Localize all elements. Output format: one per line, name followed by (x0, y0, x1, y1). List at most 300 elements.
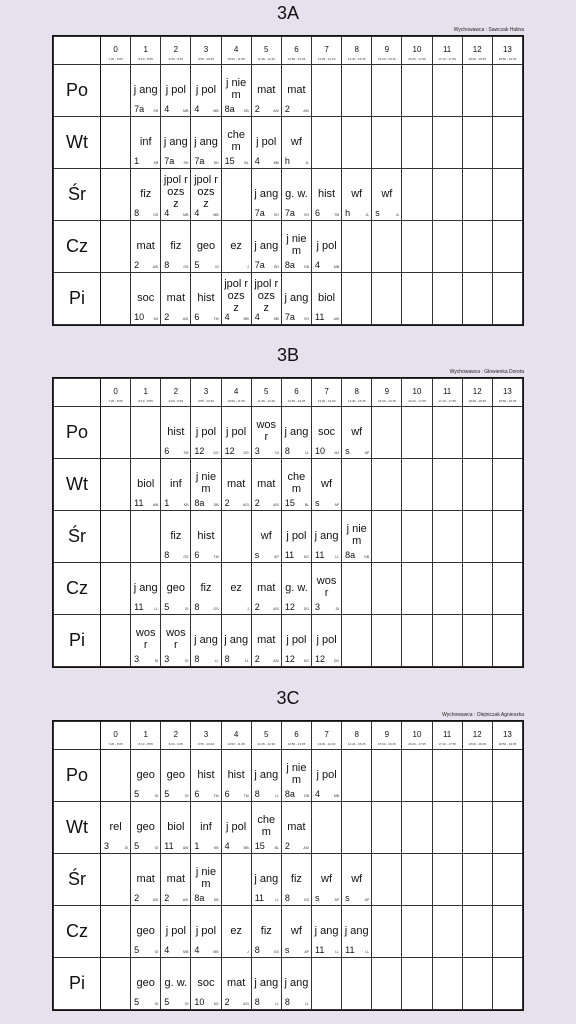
lesson-cell[interactable] (251, 169, 281, 221)
lesson-cell[interactable] (191, 169, 221, 221)
lesson-teacher: LL (154, 607, 159, 611)
lesson-subject: j ang (133, 83, 158, 96)
lesson-teacher: AW (152, 503, 159, 507)
lesson-cell[interactable] (311, 273, 341, 325)
empty-cell (492, 750, 522, 802)
lesson-cell[interactable] (221, 958, 251, 1010)
lesson-room: 8 (164, 550, 170, 560)
lesson-teacher: GI (184, 794, 189, 798)
lesson-subject: j nie m (286, 761, 307, 786)
lesson-room: 4 (164, 208, 170, 218)
empty-cell (131, 511, 161, 563)
lesson-teacher: GS (183, 555, 189, 559)
lesson-teacher: ASI (303, 109, 309, 113)
lesson-cell[interactable] (342, 906, 372, 958)
day-label: Śr (54, 854, 101, 906)
lesson-room: 7a (254, 208, 265, 218)
lesson-subject: soc (137, 291, 155, 304)
lesson-cell[interactable] (161, 615, 191, 667)
period-time: 8:10 - 8:55 (138, 399, 153, 403)
lesson-cell[interactable] (251, 615, 281, 667)
day-row (54, 407, 523, 459)
lesson-cell[interactable] (131, 221, 161, 273)
lesson-subject: rel (109, 820, 122, 833)
lesson-room: 2 (134, 260, 140, 270)
day-row (54, 117, 523, 169)
lesson-cell[interactable] (131, 273, 161, 325)
period-time: 9:55 - 10:40 (197, 57, 214, 61)
lesson-cell[interactable] (251, 906, 281, 958)
lesson-cell[interactable] (281, 854, 311, 906)
lesson-cell[interactable] (131, 65, 161, 117)
empty-cell (101, 273, 131, 325)
lesson-teacher: JL (365, 213, 370, 217)
lesson-cell[interactable] (281, 169, 311, 221)
lesson-cell[interactable] (191, 563, 221, 615)
lesson-subject: j ang (254, 187, 279, 200)
empty-cell (342, 563, 372, 615)
period-time: 15:30 - 16:15 (377, 57, 396, 61)
lesson-cell[interactable] (131, 563, 161, 615)
period-time: 12:50 - 13:35 (287, 399, 306, 403)
lesson-cell[interactable] (311, 854, 341, 906)
lesson-cell[interactable] (281, 802, 311, 854)
lesson-cell[interactable] (191, 117, 221, 169)
lesson-cell[interactable] (251, 563, 281, 615)
period-number: 12 (472, 387, 482, 396)
lesson-cell[interactable] (131, 750, 161, 802)
lesson-teacher: LL (274, 794, 279, 798)
lesson-cell[interactable] (311, 511, 341, 563)
lesson-room: 2 (254, 104, 260, 114)
lesson-cell[interactable] (311, 221, 341, 273)
lesson-cell[interactable] (191, 615, 221, 667)
day-label: Cz (54, 221, 101, 273)
lesson-teacher: DI (184, 659, 189, 663)
empty-cell (342, 615, 372, 667)
lesson-cell[interactable] (161, 958, 191, 1010)
period-time: 15:30 - 16:15 (377, 399, 396, 403)
lesson-cell[interactable] (191, 407, 221, 459)
lesson-teacher: GS (153, 213, 159, 217)
lesson-cell[interactable] (161, 169, 191, 221)
lesson-cell[interactable] (221, 459, 251, 511)
lesson-cell[interactable] (251, 221, 281, 273)
period-header (281, 379, 311, 407)
lesson-subject: hist (197, 529, 215, 542)
day-row (54, 563, 523, 615)
lesson-subject: g. w. (285, 581, 308, 594)
lesson-cell[interactable] (221, 65, 251, 117)
period-number: 4 (233, 730, 239, 739)
lesson-cell[interactable] (311, 459, 341, 511)
empty-cell (462, 854, 492, 906)
lesson-teacher: GS (183, 265, 189, 269)
lesson-room: 11 (314, 945, 325, 955)
lesson-teacher: ASI (273, 503, 279, 507)
lesson-cell[interactable] (161, 117, 191, 169)
period-number: 7 (324, 387, 329, 396)
empty-cell (221, 169, 251, 221)
lesson-cell[interactable] (161, 221, 191, 273)
lesson-teacher: AP (304, 950, 309, 954)
empty-cell (101, 169, 131, 221)
lesson-teacher: DI (154, 659, 159, 663)
period-header (161, 722, 191, 750)
lesson-cell[interactable] (191, 854, 221, 906)
period-header (342, 722, 372, 750)
lesson-cell[interactable] (251, 511, 281, 563)
lesson-cell[interactable] (311, 407, 341, 459)
lesson-teacher: MB (243, 317, 249, 321)
lesson-cell[interactable] (251, 459, 281, 511)
lesson-room: 3 (164, 654, 170, 664)
lesson-cell[interactable] (131, 802, 161, 854)
lesson-teacher: MB (273, 317, 279, 321)
lesson-teacher: SH (213, 161, 219, 165)
empty-cell (372, 117, 402, 169)
lesson-cell[interactable] (281, 407, 311, 459)
period-time: 18:00 - 18:45 (468, 742, 487, 746)
empty-cell (402, 511, 432, 563)
lesson-room: 8 (194, 654, 200, 664)
lesson-cell[interactable] (131, 169, 161, 221)
empty-cell (432, 906, 462, 958)
lesson-room: 8a (224, 104, 235, 114)
lesson-subject: mat (257, 477, 276, 490)
lesson-room: 12 (194, 446, 205, 456)
class-title: 3C (276, 688, 300, 708)
lesson-room: 1 (194, 841, 200, 851)
period-number: 8 (354, 730, 359, 739)
period-time: 18:00 - 18:45 (468, 399, 487, 403)
lesson-teacher: BL (274, 846, 279, 850)
header-corner (54, 722, 101, 750)
period-number: 9 (384, 730, 390, 739)
period-header (462, 379, 492, 407)
lesson-teacher: GS (273, 950, 279, 954)
lesson-cell[interactable] (281, 906, 311, 958)
lesson-cell[interactable] (191, 750, 221, 802)
lesson-cell[interactable] (161, 750, 191, 802)
lesson-cell[interactable] (251, 854, 281, 906)
period-header (161, 37, 191, 65)
lesson-subject: fiz (200, 581, 212, 594)
lesson-cell[interactable] (191, 511, 221, 563)
lesson-cell[interactable] (311, 615, 341, 667)
lesson-teacher: TM (213, 317, 219, 321)
timetable-table (53, 36, 523, 325)
class-title: 3A (276, 3, 300, 23)
empty-cell (372, 750, 402, 802)
lesson-teacher: MB (213, 950, 219, 954)
lesson-room: 2 (224, 498, 230, 508)
lesson-cell[interactable] (191, 65, 221, 117)
empty-cell (492, 169, 522, 221)
lesson-cell[interactable] (161, 407, 191, 459)
lesson-subject: j nie m (226, 76, 247, 101)
lesson-cell[interactable] (311, 563, 341, 615)
header-row (54, 722, 523, 750)
lesson-teacher: MB (333, 794, 340, 798)
empty-cell (432, 958, 462, 1010)
lesson-teacher: MB (213, 213, 219, 217)
lesson-room: 6 (314, 208, 320, 218)
empty-cell (101, 407, 131, 459)
lesson-cell[interactable] (251, 65, 281, 117)
period-time: 13:45 - 14:30 (317, 57, 336, 61)
day-label: Wt (54, 459, 101, 511)
period-number: 5 (264, 730, 269, 739)
period-number: 2 (173, 730, 179, 739)
lesson-cell[interactable] (131, 117, 161, 169)
lesson-room: 2 (284, 841, 290, 851)
lesson-cell[interactable] (311, 169, 341, 221)
lesson-cell[interactable] (342, 407, 372, 459)
lesson-room: h (284, 156, 290, 166)
lesson-teacher: DG (333, 659, 340, 663)
lesson-cell[interactable] (281, 563, 311, 615)
lesson-teacher: SH (153, 109, 159, 113)
lesson-room: 8 (254, 789, 260, 799)
period-header (462, 37, 492, 65)
lesson-teacher: LL (214, 659, 219, 663)
period-time: 10:50 - 11:35 (227, 742, 245, 746)
lesson-cell[interactable] (251, 958, 281, 1010)
period-time: 16:20 - 17:05 (408, 399, 426, 403)
period-time: 12:50 - 13:35 (287, 57, 306, 61)
empty-cell (101, 958, 131, 1010)
lesson-subject: fiz (260, 924, 272, 937)
lesson-cell[interactable] (131, 958, 161, 1010)
lesson-cell[interactable] (251, 407, 281, 459)
lesson-cell[interactable] (311, 750, 341, 802)
lesson-subject: mat (226, 976, 246, 989)
lesson-teacher: ASI (303, 846, 309, 850)
empty-cell (101, 511, 131, 563)
lesson-teacher: AW (182, 846, 189, 850)
lesson-subject: j ang (284, 976, 309, 989)
lesson-room: 2 (284, 104, 290, 114)
lesson-teacher: TM (243, 794, 249, 798)
empty-cell (492, 407, 522, 459)
lesson-cell[interactable] (161, 854, 191, 906)
lesson-cell[interactable] (221, 273, 251, 325)
lesson-cell[interactable] (131, 459, 161, 511)
lesson-cell[interactable] (221, 221, 251, 273)
lesson-cell[interactable] (372, 169, 402, 221)
lesson-cell[interactable] (161, 273, 191, 325)
lesson-room: 7a (284, 312, 295, 322)
lesson-teacher: GI (184, 607, 189, 611)
lesson-cell[interactable] (342, 169, 372, 221)
empty-cell (342, 958, 372, 1010)
empty-cell (372, 65, 402, 117)
lesson-subject: j pol (286, 529, 307, 542)
day-label: Pi (54, 615, 101, 667)
lesson-room: 15 (224, 156, 235, 166)
period-number: 1 (143, 387, 148, 396)
lesson-cell[interactable] (221, 906, 251, 958)
lesson-cell[interactable] (342, 854, 372, 906)
lesson-subject: mat (257, 83, 276, 96)
lesson-teacher: DI (275, 451, 279, 455)
lesson-teacher: AW (333, 317, 340, 321)
lesson-subject: g. w. (164, 976, 188, 989)
period-header (131, 37, 161, 65)
lesson-teacher: DG (303, 555, 309, 559)
lesson-cell[interactable] (342, 511, 372, 563)
lesson-teacher: ASI (182, 317, 189, 321)
lesson-room: 8 (284, 893, 290, 903)
lesson-teacher: MB (213, 109, 219, 113)
empty-cell (462, 958, 492, 1010)
lesson-teacher: LL (335, 555, 340, 559)
lesson-cell[interactable] (221, 615, 251, 667)
lesson-room: 8a (345, 550, 356, 560)
period-header (492, 37, 522, 65)
lesson-cell[interactable] (191, 958, 221, 1010)
empty-cell (402, 117, 432, 169)
lesson-room: 5 (134, 945, 140, 955)
lesson-teacher: AP (364, 451, 370, 455)
empty-cell (462, 459, 492, 511)
period-time: 17:10 - 17:55 (438, 399, 456, 403)
empty-cell (342, 802, 372, 854)
period-number: 0 (113, 387, 118, 396)
lesson-subject: inf (139, 135, 152, 148)
lesson-cell[interactable] (221, 407, 251, 459)
lesson-cell[interactable] (191, 273, 221, 325)
lesson-cell[interactable] (161, 906, 191, 958)
lesson-room: 8a (194, 893, 205, 903)
period-time: 10:50 - 11:35 (227, 57, 245, 61)
lesson-teacher: TM (183, 451, 189, 455)
empty-cell (101, 854, 131, 906)
empty-cell (462, 221, 492, 273)
lesson-teacher: MB (183, 213, 189, 217)
lesson-cell[interactable] (161, 563, 191, 615)
lesson-cell[interactable] (311, 906, 341, 958)
lesson-room: 12 (284, 602, 295, 612)
lesson-cell[interactable] (281, 511, 311, 563)
lesson-teacher: GS (303, 898, 309, 902)
lesson-cell[interactable] (191, 906, 221, 958)
lesson-teacher: MB (183, 950, 189, 954)
period-time: 14:40 - 15:25 (347, 399, 366, 403)
lesson-cell[interactable] (281, 615, 311, 667)
lesson-cell[interactable] (281, 459, 311, 511)
lesson-subject: hist (317, 187, 336, 200)
period-header (131, 722, 161, 750)
lesson-room: 12 (314, 654, 325, 664)
lesson-subject: j ang (344, 924, 369, 937)
empty-cell (492, 511, 522, 563)
class-tutor: Wychowawca : Sawczak Halina (453, 27, 524, 33)
empty-cell (101, 65, 131, 117)
lesson-subject: hist (197, 291, 215, 304)
period-header (342, 37, 372, 65)
lesson-cell[interactable] (281, 273, 311, 325)
period-number: 13 (502, 730, 512, 739)
lesson-cell[interactable] (221, 750, 251, 802)
lesson-room: 10 (194, 997, 205, 1007)
lesson-subject: biol (167, 820, 185, 833)
lesson-room: 11 (284, 550, 295, 560)
lesson-subject: j ang (254, 239, 279, 252)
empty-cell (342, 273, 372, 325)
lesson-subject: che m (257, 813, 276, 838)
lesson-cell[interactable] (251, 750, 281, 802)
lesson-cell[interactable] (251, 117, 281, 169)
lesson-cell[interactable] (131, 854, 161, 906)
period-time: 8:10 - 8:55 (138, 57, 153, 61)
lesson-subject: biol (317, 291, 336, 304)
lesson-teacher: J (246, 265, 249, 269)
lesson-cell[interactable] (281, 221, 311, 273)
lesson-cell[interactable] (281, 65, 311, 117)
timetable-grid (52, 35, 524, 326)
empty-cell (492, 65, 522, 117)
lesson-teacher: JL (305, 161, 309, 165)
lesson-room: 7a (254, 260, 265, 270)
lesson-cell[interactable] (281, 958, 311, 1010)
lesson-room: 7a (194, 156, 205, 166)
lesson-cell[interactable] (221, 117, 251, 169)
lesson-cell[interactable] (281, 750, 311, 802)
lesson-teacher: DB (364, 555, 370, 559)
lesson-teacher: DG (213, 451, 219, 455)
lesson-subject: soc (197, 976, 215, 989)
class-tutor: Wychowawca : Olejniczak Agnieszka (442, 712, 524, 718)
period-number: 7 (324, 730, 329, 739)
day-row (54, 854, 523, 906)
lesson-cell[interactable] (161, 459, 191, 511)
lesson-cell[interactable] (161, 802, 191, 854)
lesson-cell[interactable] (191, 459, 221, 511)
lesson-teacher: ASI (243, 1002, 249, 1006)
lesson-subject: ez (230, 924, 242, 937)
empty-cell (432, 854, 462, 906)
empty-cell (402, 459, 432, 511)
lesson-cell[interactable] (221, 802, 251, 854)
lesson-cell[interactable] (131, 615, 161, 667)
lesson-room: 8 (254, 997, 260, 1007)
period-header (101, 722, 131, 750)
lesson-cell[interactable] (161, 65, 191, 117)
lesson-cell[interactable] (221, 563, 251, 615)
empty-cell (311, 117, 341, 169)
period-header (462, 722, 492, 750)
lesson-room: 5 (164, 997, 170, 1007)
period-number: 6 (294, 730, 299, 739)
lesson-cell[interactable] (161, 511, 191, 563)
lesson-cell[interactable] (281, 117, 311, 169)
lesson-cell[interactable] (251, 273, 281, 325)
lesson-room: 3 (314, 602, 320, 612)
lesson-cell[interactable] (191, 221, 221, 273)
lesson-subject: mat (226, 477, 246, 490)
lesson-teacher: ASI (273, 109, 279, 113)
lesson-cell[interactable] (101, 802, 131, 854)
lesson-teacher: DG (243, 451, 249, 455)
empty-cell (492, 854, 522, 906)
lesson-room: s (345, 446, 350, 456)
lesson-cell[interactable] (131, 906, 161, 958)
lesson-cell[interactable] (251, 802, 281, 854)
lesson-cell[interactable] (191, 802, 221, 854)
lesson-subject: j ang (224, 633, 249, 646)
